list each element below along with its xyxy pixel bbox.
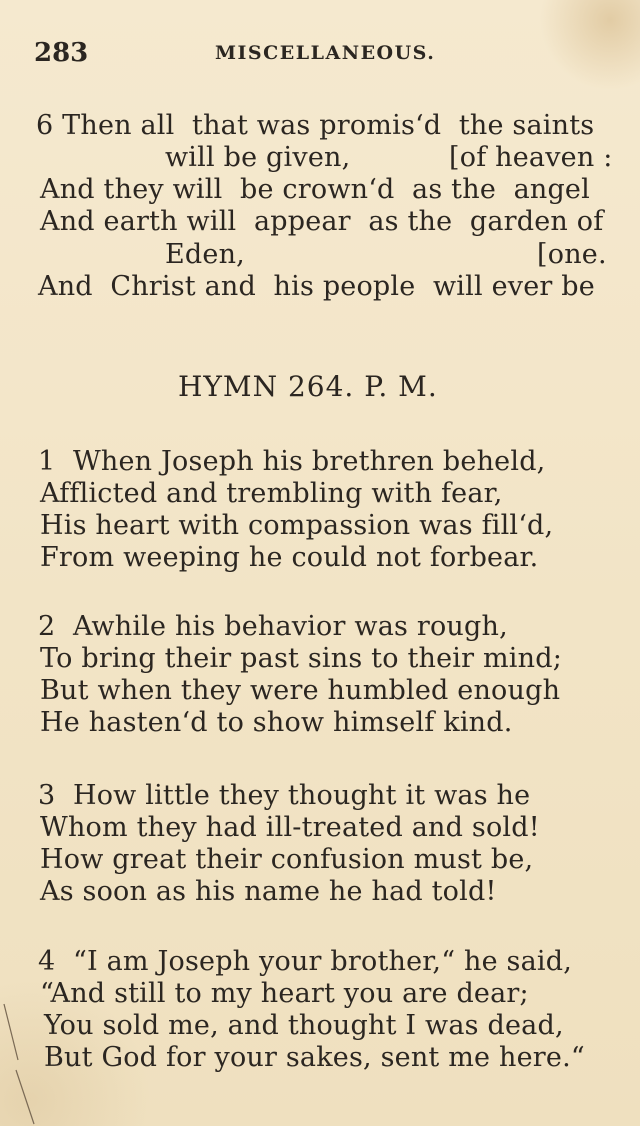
stanza3-line-2: Whom they had ill-treated and sold! <box>40 812 540 843</box>
stanza2-line-2: To bring their past sins to their mind; <box>40 643 562 674</box>
stanza6-line-5: Eden, <box>165 239 245 270</box>
stanza3-line-3: How great their confusion must be, <box>40 844 534 875</box>
stanza2-line-3: But when they were humbled enough <box>40 675 561 706</box>
stanza6-line-5-carry: [one. <box>537 239 607 270</box>
stanza6-line-3: And they will be crown‘d as the angel <box>40 174 590 205</box>
hymn-title: HYMN 264. P. M. <box>178 370 438 403</box>
stanza4-line-4: But God for your sakes, sent me here.“ <box>44 1042 585 1073</box>
page-edge-marks <box>0 1000 40 1126</box>
stanza1-line-3: His heart with compassion was fill‘d, <box>40 510 554 541</box>
stanza1-line-4: From weeping he could not forbear. <box>40 542 539 573</box>
stanza2-line-4: He hasten‘d to show himself kind. <box>40 707 513 738</box>
stanza4-line-1: 4 “I am Joseph your brother,“ he said, <box>38 946 573 977</box>
stanza1-line-1: 1 When Joseph his brethren beheld, <box>38 446 546 477</box>
stanza6-line-2-carry: [of heaven : <box>449 142 613 173</box>
stanza3-line-1: 3 How little they thought it was he <box>38 780 531 811</box>
stanza6-line-6: And Christ and his people will ever be <box>38 271 595 302</box>
stanza6-line-1: 6 Then all that was promis‘d the saints <box>36 110 595 141</box>
stanza4-line-2: “And still to my heart you are dear; <box>40 978 529 1009</box>
stanza1-line-2: Afflicted and trembling with fear, <box>40 478 503 509</box>
running-title: MISCELLANEOUS. <box>215 42 436 64</box>
stanza4-line-3: You sold me, and thought I was dead, <box>44 1010 564 1041</box>
stanza6-line-4: And earth will appear as the garden of <box>40 206 604 237</box>
stanza3-line-4: As soon as his name he had told! <box>40 876 497 907</box>
stanza6-line-2: will be given, <box>165 142 351 173</box>
stanza2-line-1: 2 Awhile his behavior was rough, <box>38 611 508 642</box>
page-number: 283 <box>34 38 89 68</box>
